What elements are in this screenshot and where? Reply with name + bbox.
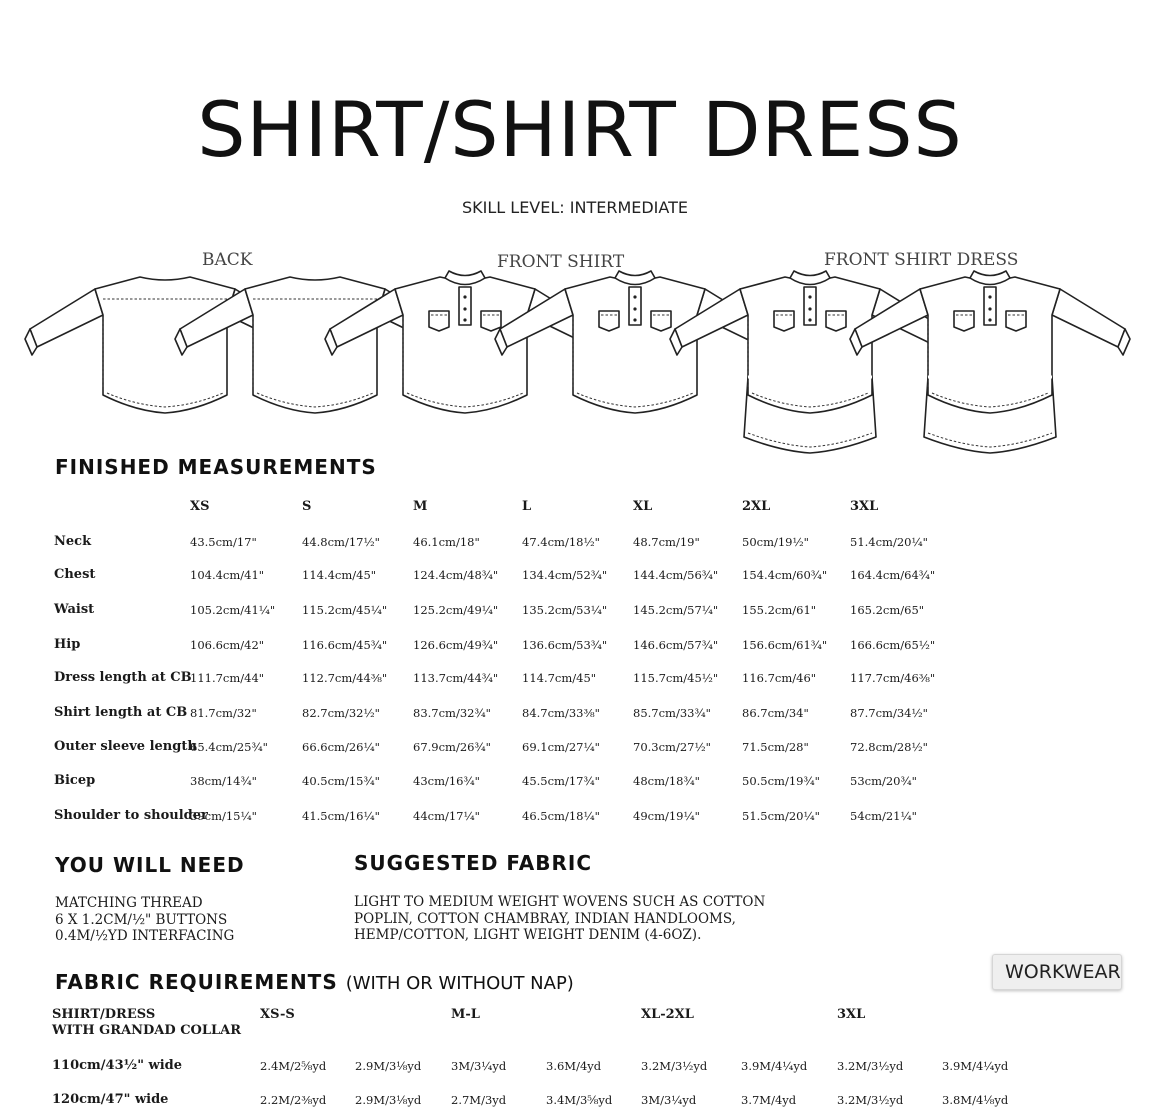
measurement-cell: 38cm/14¾" xyxy=(190,774,257,788)
list-item: HEMP/COTTON, LIGHT WEIGHT DENIM (4-6OZ). xyxy=(354,927,702,943)
fabric-requirements-heading xyxy=(55,970,574,994)
suggested-fabric-text xyxy=(354,894,765,944)
fabric-cell: 2.4M/2⅝yd xyxy=(260,1059,327,1073)
measurement-cell: 146.6cm/57¾" xyxy=(633,638,719,652)
size-header: XL xyxy=(633,499,653,514)
measurement-label: Bicep xyxy=(54,773,96,788)
measurement-cell: 44.8cm/17½" xyxy=(302,535,380,549)
you-will-need-list xyxy=(55,895,234,945)
view-label-front-shirt: FRONT SHIRT xyxy=(497,252,625,272)
measurement-cell: 48cm/18¾" xyxy=(633,774,700,788)
measurement-cell: 43cm/16¾" xyxy=(413,774,480,788)
measurement-cell: 69.1cm/27¼" xyxy=(522,740,600,754)
measurement-cell: 51.4cm/20¼" xyxy=(850,535,928,549)
measurement-cell: 50.5cm/19¾" xyxy=(742,774,820,788)
measurement-cell: 124.4cm/48¾" xyxy=(413,568,499,582)
measurement-cell: 40.5cm/15¾" xyxy=(302,774,380,788)
measurement-cell: 112.7cm/44⅜" xyxy=(302,671,388,685)
fabric-cell: 3M/3¼yd xyxy=(641,1093,697,1107)
size-group-header: M-L xyxy=(451,1007,480,1022)
fabric-cell: 3.2M/3½yd xyxy=(837,1093,904,1107)
size-header: M xyxy=(413,499,428,514)
measurement-cell: 44cm/17¼" xyxy=(413,809,480,823)
measurement-cell: 111.7cm/44" xyxy=(190,671,265,685)
measurement-cell: 45.5cm/17¾" xyxy=(522,774,600,788)
measurement-label: Dress length at CB xyxy=(54,670,192,685)
measurement-cell: 125.2cm/49¼" xyxy=(413,603,499,617)
measurement-cell: 156.6cm/61¾" xyxy=(742,638,828,652)
measurement-cell: 65.4cm/25¾" xyxy=(190,740,268,754)
measurement-cell: 86.7cm/34" xyxy=(742,706,809,720)
fabric-cell: 2.7M/3yd xyxy=(451,1093,507,1107)
measurement-cell: 81.7cm/32" xyxy=(190,706,257,720)
measurement-label: Hip xyxy=(54,637,81,652)
list-item: 6 X 1.2CM/½" BUTTONS xyxy=(55,911,228,928)
measurement-cell: 165.2cm/65" xyxy=(850,603,925,617)
measurement-cell: 166.6cm/65½" xyxy=(850,638,936,652)
measurement-cell: 51.5cm/20¼" xyxy=(742,809,820,823)
view-label-back: BACK xyxy=(202,250,253,270)
measurement-cell: 85.7cm/33¾" xyxy=(633,706,711,720)
measurement-cell: 155.2cm/61" xyxy=(742,603,817,617)
measurement-cell: 50cm/19½" xyxy=(742,535,809,549)
page-title: SHIRT/SHIRT DRESS xyxy=(197,85,963,174)
measurement-cell: 144.4cm/56¾" xyxy=(633,568,719,582)
measurement-cell: 87.7cm/34½" xyxy=(850,706,928,720)
measurement-cell: 154.4cm/60¾" xyxy=(742,568,828,582)
fabric-row-header: SHIRT/DRESS WITH GRANDAD COLLAR xyxy=(52,1007,242,1038)
size-group-header: XS-S xyxy=(260,1007,295,1022)
list-item: POPLIN, COTTON CHAMBRAY, INDIAN HANDLOOMS, xyxy=(354,910,736,927)
fabric-width-label: 120cm/47" wide xyxy=(52,1092,169,1107)
measurement-cell: 84.7cm/33⅜" xyxy=(522,706,600,720)
fabric-cell: 2.9M/3⅛yd xyxy=(355,1093,422,1107)
measurement-cell: 54cm/21¼" xyxy=(850,809,917,823)
measurement-cell: 134.4cm/52¾" xyxy=(522,568,608,582)
fabric-cell: 3.6M/4yd xyxy=(546,1059,602,1073)
list-item: MATCHING THREAD xyxy=(55,895,203,911)
size-header: 3XL xyxy=(850,499,879,514)
measurement-cell: 114.4cm/45" xyxy=(302,568,377,582)
fabric-cell: 3.9M/4¼yd xyxy=(942,1059,1009,1073)
fabric-cell: 2.9M/3⅛yd xyxy=(355,1059,422,1073)
skill-level: SKILL LEVEL: INTERMEDIATE xyxy=(462,198,688,217)
measurement-cell: 136.6cm/53¾" xyxy=(522,638,608,652)
fabric-cell: 3.8M/4⅛yd xyxy=(942,1093,1009,1107)
fabric-cell: 3.7M/4yd xyxy=(741,1093,797,1107)
measurement-cell: 66.6cm/26¼" xyxy=(302,740,380,754)
measurement-cell: 104.4cm/41" xyxy=(190,568,265,582)
measurement-cell: 48.7cm/19" xyxy=(633,535,700,549)
size-group-header: XL-2XL xyxy=(641,1007,694,1022)
measurement-cell: 117.7cm/46⅜" xyxy=(850,671,936,685)
measurement-cell: 71.5cm/28" xyxy=(742,740,809,754)
size-header: XS xyxy=(190,499,210,514)
watermark-tab[interactable]: WORKWEAR xyxy=(992,954,1122,990)
measurement-cell: 46.5cm/18¼" xyxy=(522,809,600,823)
measurement-cell: 70.3cm/27½" xyxy=(633,740,711,754)
you-will-need-heading: YOU WILL NEED xyxy=(55,853,245,877)
measurement-cell: 106.6cm/42" xyxy=(190,638,265,652)
fabric-cell: 3.9M/4¼yd xyxy=(741,1059,808,1073)
measurement-cell: 135.2cm/53¼" xyxy=(522,603,608,617)
size-group-header: 3XL xyxy=(837,1007,866,1022)
measurement-cell: 164.4cm/64¾" xyxy=(850,568,936,582)
list-item: LIGHT TO MEDIUM WEIGHT WOVENS SUCH AS COTTON xyxy=(354,894,766,910)
finished-measurements-heading: FINISHED MEASUREMENTS xyxy=(55,455,377,479)
measurement-label: Neck xyxy=(54,534,92,549)
measurement-label: Outer sleeve length xyxy=(54,739,197,754)
fabric-requirements-subtitle: (WITH OR WITHOUT NAP) xyxy=(345,973,574,994)
measurement-cell: 72.8cm/28½" xyxy=(850,740,928,754)
measurement-cell: 43.5cm/17" xyxy=(190,535,257,549)
measurement-label: Shirt length at CB xyxy=(54,705,188,720)
measurement-cell: 39cm/15¼" xyxy=(190,809,257,823)
measurement-cell: 53cm/20¾" xyxy=(850,774,917,788)
measurement-cell: 46.1cm/18" xyxy=(413,535,480,549)
measurement-cell: 115.7cm/45½" xyxy=(633,671,719,685)
measurement-cell: 116.6cm/45¾" xyxy=(302,638,388,652)
measurement-cell: 116.7cm/46" xyxy=(742,671,817,685)
measurement-cell: 114.7cm/45" xyxy=(522,671,597,685)
garment-illustrations xyxy=(20,265,1100,445)
size-header: 2XL xyxy=(742,499,771,514)
view-label-front-shirt-dress: FRONT SHIRT DRESS xyxy=(824,250,1019,270)
measurement-cell: 82.7cm/32½" xyxy=(302,706,380,720)
fabric-cell: 3M/3¼yd xyxy=(451,1059,507,1073)
size-header: L xyxy=(522,499,532,514)
measurement-cell: 126.6cm/49¾" xyxy=(413,638,499,652)
measurement-label: Chest xyxy=(54,567,96,582)
measurement-cell: 145.2cm/57¼" xyxy=(633,603,719,617)
fabric-cell: 3.4M/3⅝yd xyxy=(546,1093,613,1107)
measurement-cell: 49cm/19¼" xyxy=(633,809,700,823)
fabric-width-label: 110cm/43½" wide xyxy=(52,1058,182,1073)
measurement-cell: 83.7cm/32¾" xyxy=(413,706,491,720)
size-header: S xyxy=(302,499,312,514)
measurement-label: Waist xyxy=(54,602,95,617)
fabric-cell: 2.2M/2⅜yd xyxy=(260,1093,327,1107)
measurement-cell: 105.2cm/41¼" xyxy=(190,603,276,617)
measurement-cell: 113.7cm/44¾" xyxy=(413,671,499,685)
measurement-cell: 47.4cm/18½" xyxy=(522,535,600,549)
measurement-label: Shoulder to shoulder xyxy=(54,808,208,823)
suggested-fabric-heading: SUGGESTED FABRIC xyxy=(354,851,593,875)
fabric-cell: 3.2M/3½yd xyxy=(641,1059,708,1073)
measurement-cell: 115.2cm/45¼" xyxy=(302,603,388,617)
list-item: 0.4M/½YD INTERFACING xyxy=(55,928,235,944)
fabric-requirements-title: FABRIC REQUIREMENTS xyxy=(55,970,338,994)
measurement-cell: 41.5cm/16¼" xyxy=(302,809,380,823)
measurement-cell: 67.9cm/26¾" xyxy=(413,740,491,754)
fabric-cell: 3.2M/3½yd xyxy=(837,1059,904,1073)
